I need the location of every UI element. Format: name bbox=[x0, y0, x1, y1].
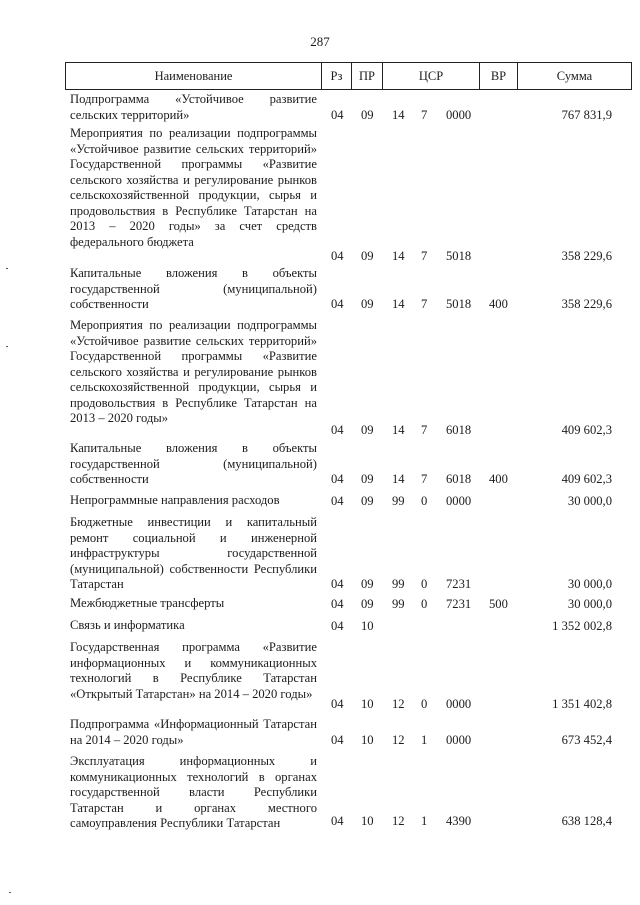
table-row bbox=[0, 640, 640, 712]
row-csr-1: 14 bbox=[392, 296, 405, 311]
row-pr: 10 bbox=[361, 732, 374, 747]
header-pr: ПР bbox=[359, 69, 375, 83]
row-csr-1: 99 bbox=[392, 576, 405, 591]
row-csr-3: 6018 bbox=[446, 422, 472, 437]
row-csr-1: 14 bbox=[392, 471, 405, 486]
row-name: Связь и информатика bbox=[70, 618, 185, 632]
row-csr-1: 99 bbox=[392, 493, 405, 508]
row-csr-2: 7 bbox=[421, 422, 428, 437]
row-pr: 10 bbox=[361, 696, 374, 711]
header-bottom-border bbox=[65, 89, 632, 90]
table-row bbox=[0, 596, 640, 612]
row-name: Капитальные вложения в объекты государственной (муниципальной) собственности bbox=[70, 266, 317, 311]
row-name: Подпрограмма «Устойчивое развитие сельских территорий» bbox=[70, 92, 317, 122]
row-sum: 358 229,6 bbox=[561, 248, 612, 263]
row-csr-2: 0 bbox=[421, 696, 428, 711]
row-rz: 04 bbox=[331, 471, 344, 486]
row-csr-1: 12 bbox=[392, 732, 405, 747]
row-name: Непрограммные направления расходов bbox=[70, 493, 280, 507]
row-rz: 04 bbox=[331, 296, 344, 311]
row-rz: 04 bbox=[331, 493, 344, 508]
row-csr-2: 1 bbox=[421, 732, 428, 747]
row-csr-2: 7 bbox=[421, 471, 428, 486]
row-pr: 09 bbox=[361, 596, 374, 611]
row-name: Мероприятия по реализации подпрограммы «Устойчивое развитие сельских территорий» Государственной программы «Развитие сельского хозяйства и регулирование рынков сельскохозяйственной продукции, сырья и продовольствия в Республике Татарстан на 2013 – 2020 годы» bbox=[70, 318, 317, 425]
row-csr-2: 7 bbox=[421, 248, 428, 263]
row-rz: 04 bbox=[331, 422, 344, 437]
row-sum: 30 000,0 bbox=[567, 596, 612, 611]
row-sum: 409 602,3 bbox=[561, 471, 612, 486]
header-rz: Рз bbox=[330, 69, 343, 83]
table-row bbox=[0, 717, 640, 748]
row-sum: 358 229,6 bbox=[561, 296, 612, 311]
header-csr: ЦСР bbox=[418, 69, 444, 83]
scan-speck bbox=[6, 268, 8, 269]
row-rz: 04 bbox=[331, 596, 344, 611]
row-rz: 04 bbox=[331, 696, 344, 711]
row-csr-3: 7231 bbox=[446, 596, 472, 611]
row-sum: 767 831,9 bbox=[561, 107, 612, 122]
row-csr-2: 0 bbox=[421, 596, 428, 611]
table-row bbox=[0, 318, 640, 438]
row-sum: 30 000,0 bbox=[567, 493, 612, 508]
scan-speck bbox=[9, 892, 11, 893]
row-vr: 400 bbox=[489, 471, 508, 486]
row-sum: 1 351 402,8 bbox=[552, 696, 612, 711]
row-name: Бюджетные инвестиции и капитальный ремонт социальной и инженерной инфраструктуры государственной (муниципальной) собственности Республики Татарстан bbox=[70, 515, 317, 591]
table-row bbox=[0, 493, 640, 509]
row-csr-2: 7 bbox=[421, 107, 428, 122]
row-csr-3: 0000 bbox=[446, 107, 472, 122]
header-sum: Сумма bbox=[556, 69, 593, 83]
row-sum: 638 128,4 bbox=[561, 813, 612, 828]
row-csr-2: 1 bbox=[421, 813, 428, 828]
row-csr-1: 12 bbox=[392, 813, 405, 828]
row-csr-3: 6018 bbox=[446, 471, 472, 486]
row-rz: 04 bbox=[331, 107, 344, 122]
row-name: Государственная программа «Развитие информационных и коммуникационных технологий в Республике Татарстан «Открытый Татарстан» на 2014 – 2020 годы» bbox=[70, 640, 317, 701]
row-pr: 09 bbox=[361, 107, 374, 122]
row-pr: 09 bbox=[361, 493, 374, 508]
row-csr-2: 0 bbox=[421, 576, 428, 591]
row-csr-3: 0000 bbox=[446, 493, 472, 508]
row-pr: 09 bbox=[361, 576, 374, 591]
row-csr-3: 5018 bbox=[446, 248, 472, 263]
row-rz: 04 bbox=[331, 732, 344, 747]
row-name: Мероприятия по реализации подпрограммы «Устойчивое развитие сельских территорий» Государственной программы «Развитие сельского хозяйства и регулирование рынков сельскохозяйственной продукции, сырья и продовольствия в Республике Татарстан на 2013 – 2020 годы» за счет средств федерального бюджета bbox=[70, 126, 317, 249]
row-pr: 10 bbox=[361, 618, 374, 633]
row-pr: 09 bbox=[361, 248, 374, 263]
row-csr-3: 7231 bbox=[446, 576, 472, 591]
header-divider bbox=[631, 62, 632, 90]
row-csr-3: 0000 bbox=[446, 732, 472, 747]
row-csr-3: 0000 bbox=[446, 696, 472, 711]
row-sum: 409 602,3 bbox=[561, 422, 612, 437]
row-pr: 09 bbox=[361, 471, 374, 486]
header-name: Наименование bbox=[154, 69, 233, 83]
table-row bbox=[0, 618, 640, 634]
row-sum: 1 352 002,8 bbox=[552, 618, 612, 633]
table-row bbox=[0, 754, 640, 829]
header-vr: ВР bbox=[490, 69, 507, 83]
row-csr-2: 0 bbox=[421, 493, 428, 508]
row-name: Межбюджетные трансферты bbox=[70, 596, 225, 610]
row-csr-3: 5018 bbox=[446, 296, 472, 311]
row-vr: 400 bbox=[489, 296, 508, 311]
row-csr-1: 12 bbox=[392, 696, 405, 711]
row-csr-1: 14 bbox=[392, 248, 405, 263]
row-name: Эксплуатация информационных и коммуникационных технологий в органах государственной власти Республики Татарстан и органах местного самоуправления Республики Татарстан bbox=[70, 754, 317, 830]
table-row bbox=[0, 441, 640, 487]
row-csr-1: 14 bbox=[392, 422, 405, 437]
row-csr-1: 14 bbox=[392, 107, 405, 122]
table-row bbox=[0, 515, 640, 592]
scan-speck bbox=[6, 346, 8, 347]
row-csr-1: 99 bbox=[392, 596, 405, 611]
row-rz: 04 bbox=[331, 618, 344, 633]
row-rz: 04 bbox=[331, 576, 344, 591]
row-sum: 673 452,4 bbox=[561, 732, 612, 747]
row-csr-2: 7 bbox=[421, 296, 428, 311]
row-vr: 500 bbox=[489, 596, 508, 611]
row-sum: 30 000,0 bbox=[567, 576, 612, 591]
row-rz: 04 bbox=[331, 813, 344, 828]
page-number: 287 bbox=[310, 34, 330, 49]
row-csr-3: 4390 bbox=[446, 813, 472, 828]
row-rz: 04 bbox=[331, 248, 344, 263]
row-name: Подпрограмма «Информационный Татарстан на 2014 – 2020 годы» bbox=[70, 717, 317, 747]
row-pr: 10 bbox=[361, 813, 374, 828]
row-name: Капитальные вложения в объекты государственной (муниципальной) собственности bbox=[70, 441, 317, 486]
table-row bbox=[0, 266, 640, 312]
table-row bbox=[0, 126, 640, 264]
row-pr: 09 bbox=[361, 296, 374, 311]
table-row bbox=[0, 92, 640, 123]
row-pr: 09 bbox=[361, 422, 374, 437]
